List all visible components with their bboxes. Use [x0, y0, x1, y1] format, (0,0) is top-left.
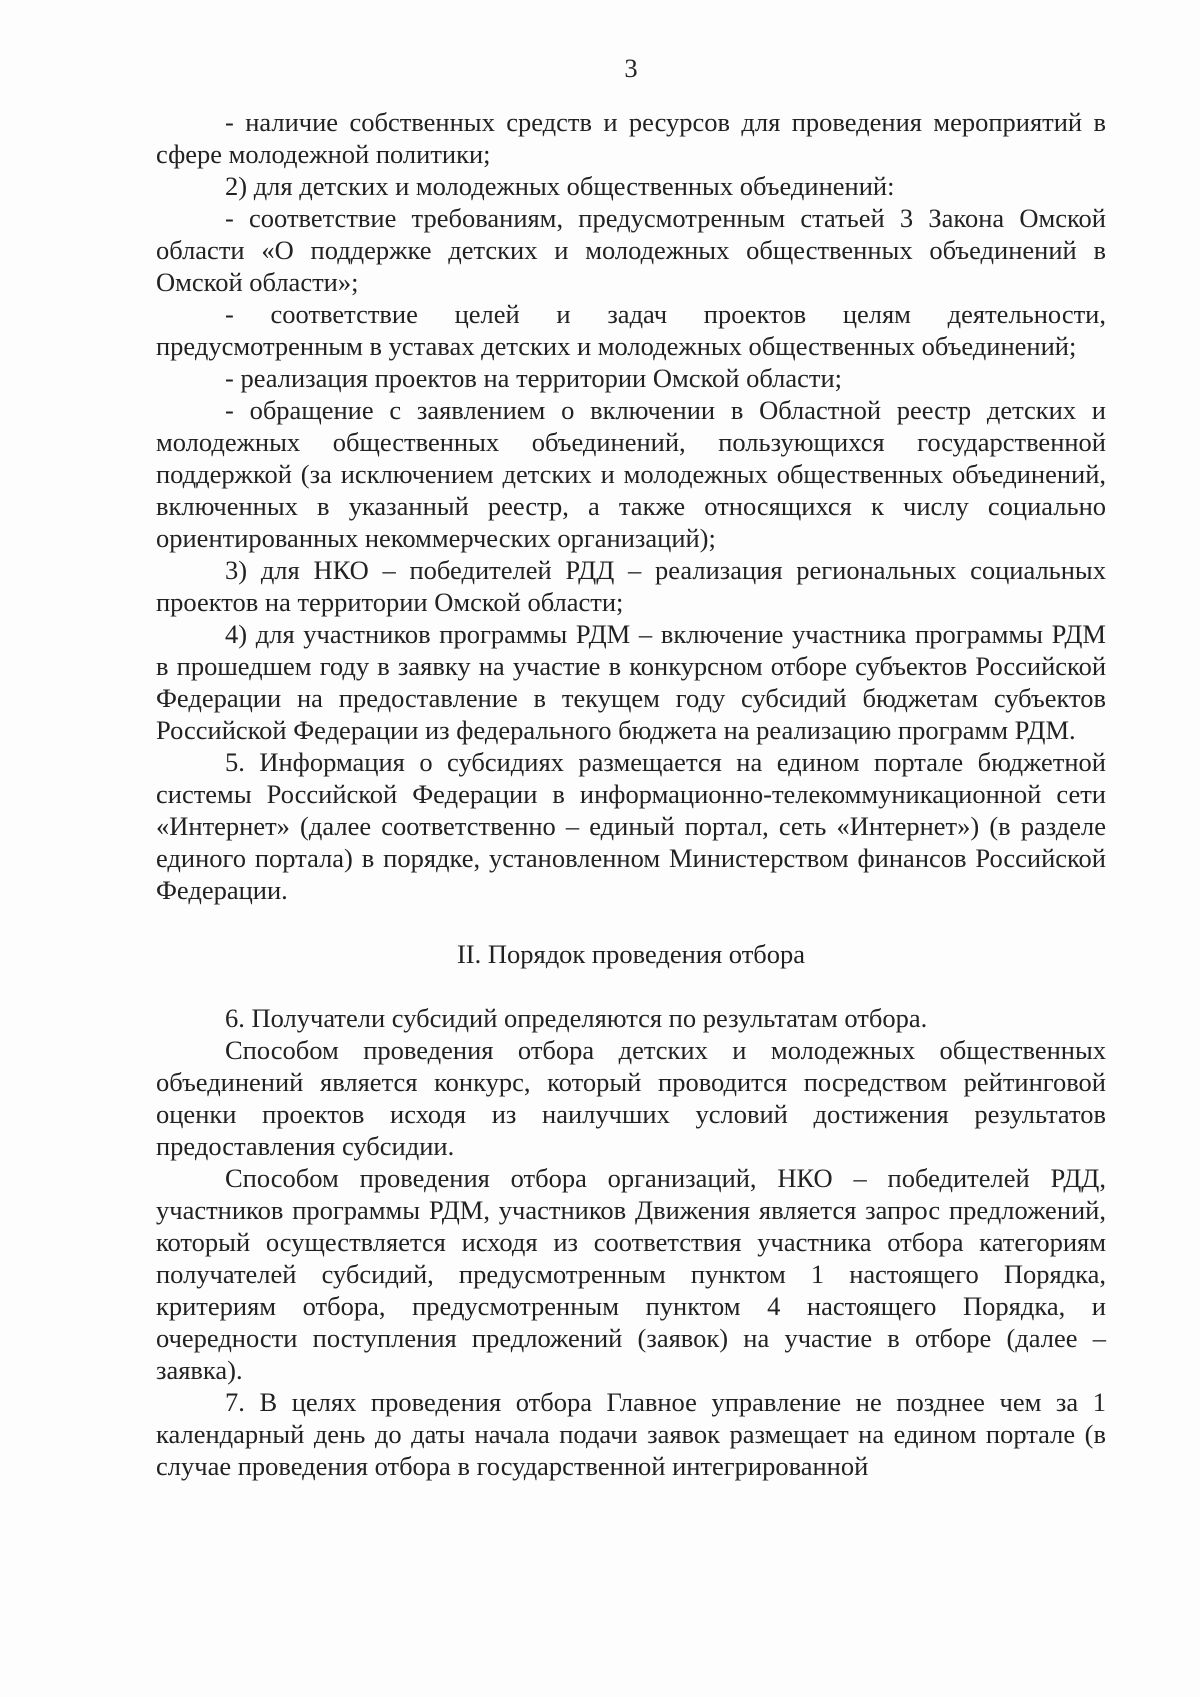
- paragraph: Способом проведения отбора детских и молодежных общественных объединений является конкурс, который проводится посредством рейтинговой оценки проектов исходя из наилучших условий достижения результатов предоставления субсидии.: [156, 1035, 1106, 1161]
- paragraph: 6. Получатели субсидий определяются по результатам отбора.: [225, 1003, 928, 1033]
- paragraph: Способом проведения отбора организаций, НКО – победителей РДД, участников программы РДМ, участников Движения является запрос предложений, который осуществляется исходя из соответствия участника отбора категориям получателей субсидий, предусмотренным пунктом 1 настоящего Порядка, критериям отбора, предусмотренным пунктом 4 настоящего Порядка, и очередности поступления предложений (заявок) на участие в отборе (далее – заявка).: [156, 1163, 1106, 1385]
- paragraph: - обращение с заявлением о включении в Областной реестр детских и молодежных общественных объединений, пользующихся государственной поддержкой (за исключением детских и молодежных общественных объединений, включенных в указанный реестр, а также относящихся к числу социально ориентированных некоммерческих организаций);: [156, 395, 1106, 553]
- paragraph: 3) для НКО – победителей РДД – реализация региональных социальных проектов на территории Омской области;: [156, 555, 1106, 617]
- paragraph: 2) для детских и молодежных общественных объединений:: [225, 171, 895, 201]
- page-number: 3: [624, 53, 638, 83]
- section-heading: II. Порядок проведения отбора: [456, 939, 806, 969]
- paragraph: - соответствие целей и задач проектов целям деятельности, предусмотренным в уставах детских и молодежных общественных объединений;: [156, 299, 1106, 361]
- paragraph: - реализация проектов на территории Омской области;: [225, 363, 843, 393]
- paragraph: 5. Информация о субсидиях размещается на едином портале бюджетной системы Российской Федерации в информационно-телекоммуникационной сети «Интернет» (далее соответственно – единый портал, сеть «Интернет») (в разделе единого портала) в порядке, установленном Министерством финансов Российской Федерации.: [156, 747, 1106, 905]
- document-body: [156, 106, 1106, 1482]
- paragraph: - наличие собственных средств и ресурсов для проведения мероприятий в сфере молодежной политики;: [156, 107, 1106, 169]
- paragraph: 7. В целях проведения отбора Главное управление не позднее чем за 1 календарный день до даты начала подачи заявок размещает на едином портале (в случае проведения отбора в государственной интегрированной: [156, 1387, 1106, 1481]
- paragraph: 4) для участников программы РДМ – включение участника программы РДМ в прошедшем году в заявку на участие в конкурсном отборе субъектов Российской Федерации на предоставление в текущем году субсидий бюджетам субъектов Российской Федерации из федерального бюджета на реализацию программ РДМ.: [156, 619, 1106, 745]
- paragraph: - соответствие требованиям, предусмотренным статьей 3 Закона Омской области «О поддержке детских и молодежных общественных объединений в Омской области»;: [156, 203, 1106, 297]
